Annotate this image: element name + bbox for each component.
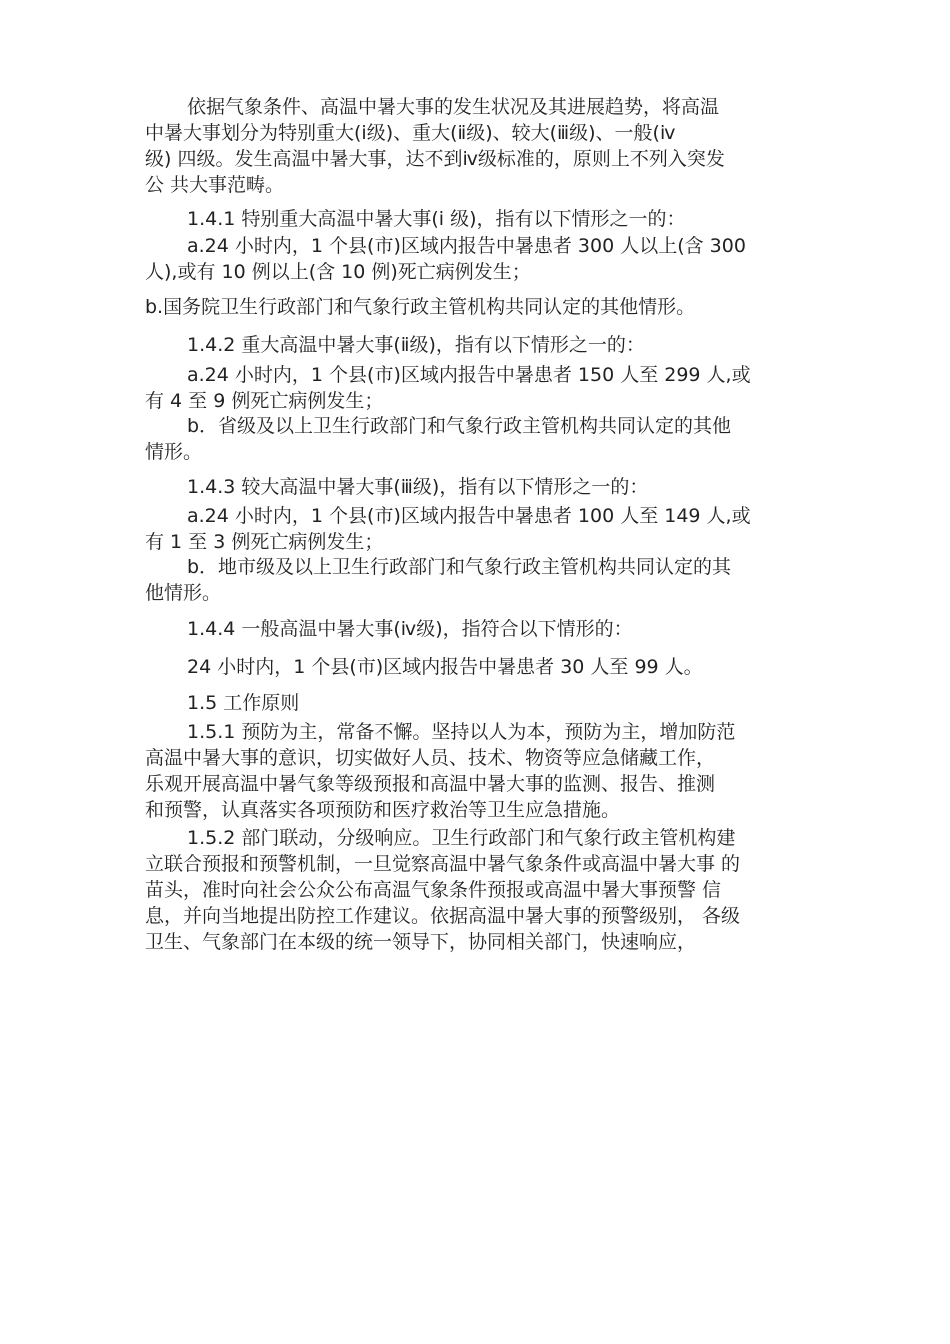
body-paragraph-line: 和预警，认真落实各项预防和医疗救治等卫生应急措施。 xyxy=(145,799,621,821)
body-paragraph-line: 高温中暑大事的意识，切实做好人员、技术、物资等应急储藏工作， xyxy=(145,747,716,769)
criteria-item: b．省级及以上卫生行政部门和气象行政主管机构共同认定的其他 xyxy=(187,415,732,437)
criteria-item: b．地市级及以上卫生行政部门和气象行政主管机构共同认定的其 xyxy=(187,556,732,578)
body-paragraph-line: 卫生、气象部门在本级的统一领导下，协同相关部门，快速响应， xyxy=(145,931,697,953)
criteria-item-continued: 情形。 xyxy=(145,441,203,463)
body-paragraph-line: 息，并向当地提出防控工作建议。依据高温中暑大事的预警级别， 各级 xyxy=(145,905,741,927)
criteria-item-continued: 有 4 至 9 例死亡病例发生； xyxy=(145,390,384,412)
body-paragraph-line: 1.5.2 部门联动，分级响应。卫生行政部门和气象行政主管机构建 xyxy=(187,827,736,849)
section-heading-1-4-3: 1.4.3 较大高温中暑大事(ⅲ级)，指有以下情形之一的： xyxy=(187,476,649,498)
body-paragraph-line: 苗头，准时向社会公众公布高温气象条件预报或高温中暑大事预警 信 xyxy=(145,879,722,901)
body-paragraph-line: 公 共大事范畴。 xyxy=(145,174,285,196)
criteria-item: a.24 小时内，1 个县(市)区域内报告中暑患者 100 人至 149 人,或 xyxy=(187,505,751,527)
section-heading-1-4-1: 1.4.1 特别重大高温中暑大事(ⅰ 级)，指有以下情形之一的： xyxy=(187,208,686,230)
section-heading-1-4-2: 1.4.2 重大高温中暑大事(ⅱ级)，指有以下情形之一的： xyxy=(187,334,645,356)
criteria-item: 24 小时内，1 个县(市)区域内报告中暑患者 30 人至 99 人。 xyxy=(187,656,703,678)
criteria-item: b.国务院卫生行政部门和气象行政主管机构共同认定的其他情形。 xyxy=(145,296,696,318)
section-heading-1-5: 1.5 工作原则 xyxy=(187,692,300,714)
body-paragraph-line: 依据气象条件、高温中暑大事的发生状况及其进展趋势，将高温 xyxy=(187,96,720,118)
body-paragraph-line: 级) 四级。发生高温中暑大事，达不到ⅳ级标准的，原则上不列入突发 xyxy=(145,148,725,170)
section-heading-1-4-4: 1.4.4 一般高温中暑大事(ⅳ级)，指符合以下情形的： xyxy=(187,618,633,640)
criteria-item-continued: 有 1 至 3 例死亡病例发生； xyxy=(145,531,384,553)
body-paragraph-line: 立联合预报和预警机制，一旦觉察高温中暑气象条件或高温中暑大事 的 xyxy=(145,853,741,875)
criteria-item-continued: 他情形。 xyxy=(145,582,222,604)
criteria-item: a.24 小时内，1 个县(市)区域内报告中暑患者 300 人以上(含 300 xyxy=(187,235,746,257)
criteria-item: a.24 小时内，1 个县(市)区域内报告中暑患者 150 人至 299 人,或 xyxy=(187,364,751,386)
body-paragraph-line: 乐观开展高温中暑气象等级预报和高温中暑大事的监测、报告、推测 xyxy=(145,773,716,795)
criteria-item-continued: 人),或有 10 例以上(含 10 例)死亡病例发生； xyxy=(145,261,531,283)
body-paragraph-line: 中暑大事划分为特别重大(ⅰ级)、重大(ⅱ级)、较大(ⅲ级)、一般(ⅳ xyxy=(145,122,676,144)
body-paragraph-line: 1.5.1 预防为主，常备不懈。坚持以人为本，预防为主，增加防范 xyxy=(187,721,736,743)
